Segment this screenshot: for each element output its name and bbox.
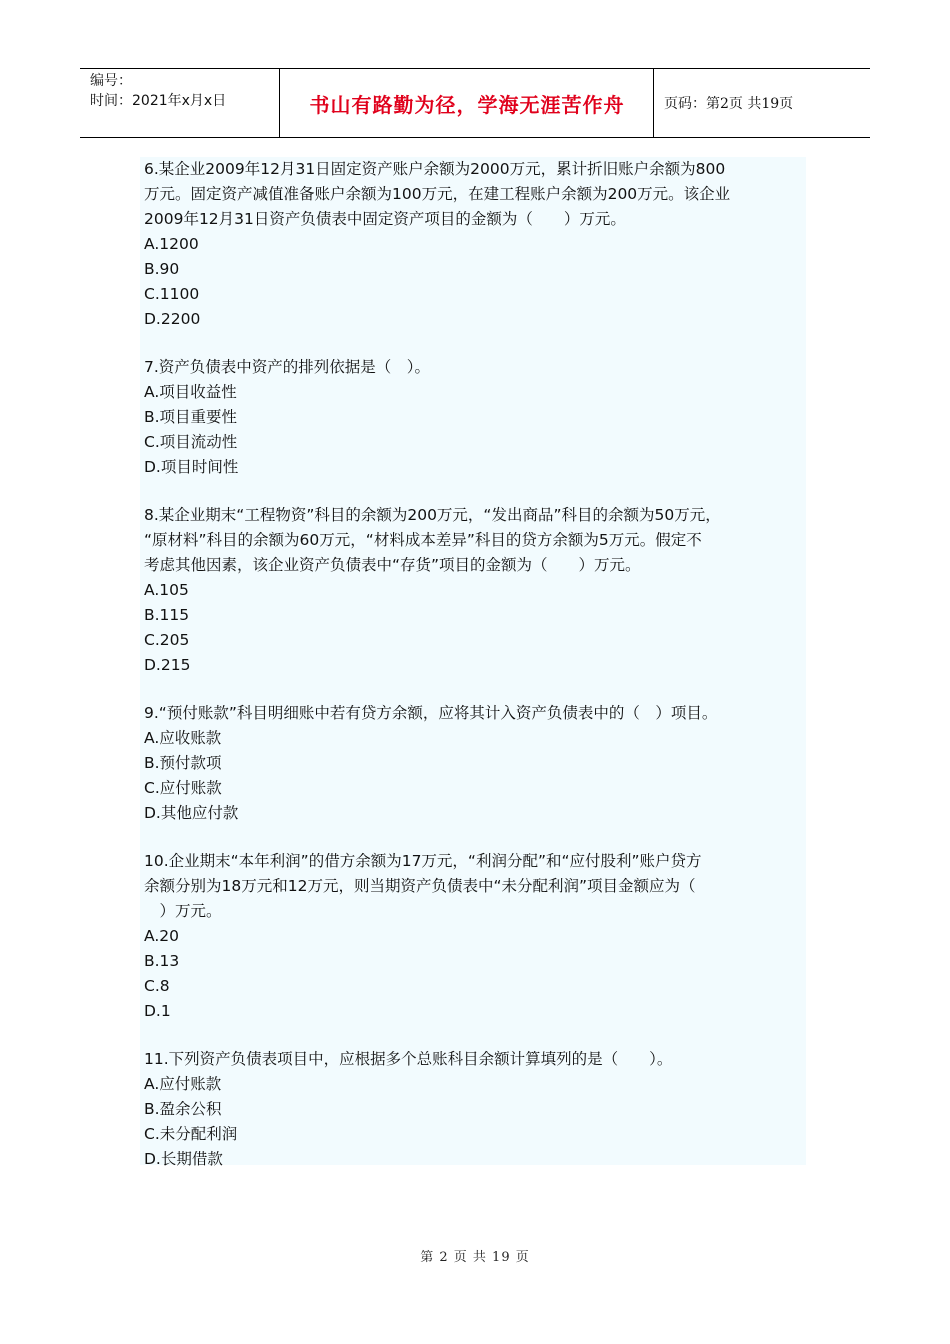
option-b: B.预付款项 (144, 754, 222, 772)
question-stem-line: 6.某企业2009年12月31日固定资产账户余额为2000万元，累计折旧账户余额为800 (144, 160, 726, 178)
option-a: A.项目收益性 (144, 383, 237, 401)
question-stem-line: 11.下列资产负债表项目中，应根据多个总账科目余额计算填列的是（ ）。 (144, 1050, 673, 1068)
option-d: D.长期借款 (144, 1150, 223, 1168)
question-6 (140, 157, 806, 332)
option-a: A.应付账款 (144, 1075, 222, 1093)
header-meta (80, 69, 280, 137)
question-stem-line: 9.“预付账款”科目明细账中若有贷方余额，应将其计入资产负债表中的（ ）项目。 (144, 704, 718, 722)
question-stem-line: 万元。固定资产减值准备账户余额为100万元，在建工程账户余额为200万元。该企业 (144, 185, 731, 203)
spacer (140, 480, 806, 503)
option-d: D.其他应付款 (144, 804, 239, 822)
page-footer: 第 2 页 共 19 页 (420, 1250, 530, 1265)
option-b: B.13 (144, 952, 180, 970)
option-b: B.项目重要性 (144, 408, 238, 426)
question-stem-line: 8.某企业期末“工程物资”科目的余额为200万元，“发出商品”科目的余额为50万元， (144, 506, 721, 524)
question-stem-line: 10.企业期末“本年利润”的借方余额为17万元，“利润分配”和“应付股利”账户贷方 (144, 852, 702, 870)
question-11 (140, 1047, 806, 1172)
question-stem-line: 考虑其他因素，该企业资产负债表中“存货”项目的金额为（ ）万元。 (144, 556, 641, 574)
option-c: C.1100 (144, 285, 200, 303)
option-b: B.115 (144, 606, 190, 624)
option-d: D.215 (144, 656, 191, 674)
question-stem-line: ）万元。 (144, 902, 222, 920)
number-label: 编号： (90, 73, 132, 89)
option-c: C.应付账款 (144, 779, 222, 797)
question-stem-line: 7.资产负债表中资产的排列依据是（ ）。 (144, 358, 431, 376)
option-a: A.105 (144, 581, 189, 599)
time-label: 时间：2021年x月x日 (90, 93, 227, 109)
option-a: A.20 (144, 927, 179, 945)
header-motto: 书山有路勤为径，学海无涯苦作舟 (281, 69, 654, 137)
option-a: A.应收账款 (144, 729, 222, 747)
question-8 (140, 503, 806, 678)
question-10 (140, 849, 806, 1024)
option-b: B.90 (144, 260, 180, 278)
question-stem-line: 2009年12月31日资产负债表中固定资产项目的金额为（ ）万元。 (144, 210, 626, 228)
spacer (140, 1024, 806, 1047)
option-c: C.8 (144, 977, 170, 995)
option-c: C.未分配利润 (144, 1125, 238, 1143)
option-d: D.2200 (144, 310, 201, 328)
spacer (140, 678, 806, 701)
option-b: B.盈余公积 (144, 1100, 222, 1118)
question-7 (140, 355, 806, 480)
option-d: D.1 (144, 1002, 171, 1020)
question-stem-line: “原材料”科目的余额为60万元，“材料成本差异”科目的贷方余额为5万元。假定不 (144, 531, 702, 549)
spacer (140, 332, 806, 355)
option-d: D.项目时间性 (144, 458, 239, 476)
question-9 (140, 701, 806, 826)
option-c: C.项目流动性 (144, 433, 238, 451)
spacer (140, 826, 806, 849)
question-stem-line: 余额分别为18万元和12万元，则当期资产负债表中“未分配利润”项目金额应为（ (144, 877, 696, 895)
page-header (80, 68, 870, 138)
option-a: A.1200 (144, 235, 199, 253)
option-c: C.205 (144, 631, 190, 649)
header-page-info: 页码：第2页 共19页 (664, 96, 794, 112)
question-list (140, 157, 806, 1168)
